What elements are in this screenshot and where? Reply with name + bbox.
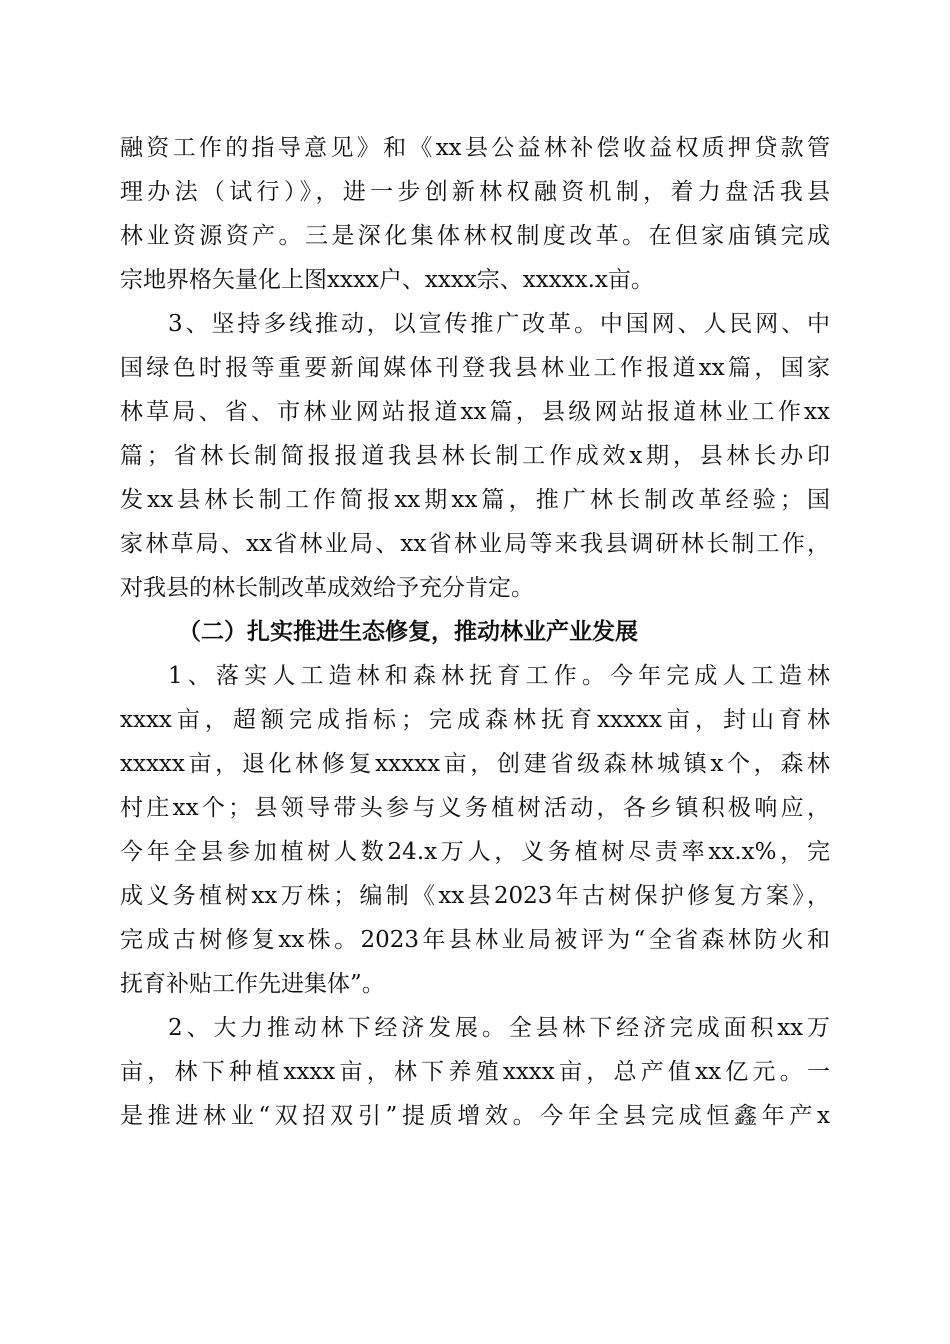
text-line: 融资工作的指导意见》和《xx县公益林补偿收益权质押贷款管 [120, 135, 830, 161]
paragraph-publicity [120, 302, 830, 610]
text-line: 3、坚持多线推动，以宣传推广改革。中国网、人民网、中 [168, 311, 830, 337]
text-line: 对我县的林长制改革成效给予充分肯定。 [120, 575, 534, 601]
text-line: 是推进林业“双招双引”提质增效。今年全县完成恒鑫年产x [120, 1103, 830, 1129]
text-line: 理办法（试行）》，进一步创新林权融资机制，着力盘活我县 [120, 179, 830, 205]
text-line: 今年全县参加植树人数24.x万人，义务植树尽责率xx.x%，完 [120, 839, 830, 865]
text-line: 国绿色时报等重要新闻媒体刊登我县林业工作报道xx篇，国家 [120, 355, 830, 381]
text-line: 村庄xx个；县领导带头参与义务植树活动，各乡镇积极响应， [120, 795, 830, 821]
text-line: 林草局、省、市林业网站报道xx篇，县级网站报道林业工作xx [120, 399, 830, 425]
section-heading-text: （二）扎实推进生态修复，推动林业产业发展 [178, 619, 638, 645]
text-line: 林业资源资产。三是深化集体林权制度改革。在但家庙镇完成 [120, 223, 830, 249]
text-line: 发xx县林长制工作简报xx期xx篇，推广林长制改革经验；国 [120, 487, 830, 513]
paragraph-financing [120, 126, 830, 302]
document-body [120, 126, 830, 1138]
text-line: 亩，林下种植xxxx亩，林下养殖xxxx亩，总产值xx亿元。一 [120, 1059, 830, 1085]
text-line: 家林草局、xx省林业局、xx省林业局等来我县调研林长制工作， [120, 531, 830, 557]
text-line: 完成古树修复xx株。2023年县林业局被评为“全省森林防火和 [120, 927, 830, 953]
text-line: 成义务植树xx万株；编制《xx县2023年古树保护修复方案》， [120, 883, 830, 909]
text-line: 篇；省林长制简报报道我县林长制工作成效x期，县林长办印 [120, 443, 830, 469]
paragraph-afforestation [120, 654, 830, 1006]
text-line: xxxx亩，超额完成指标；完成森林抚育xxxxx亩，封山育林 [120, 707, 830, 733]
text-line: xxxxx亩，退化林修复xxxxx亩，创建省级森林城镇x个，森林 [120, 751, 830, 777]
text-line: 宗地界格矢量化上图xxxx户、xxxx宗、xxxxx.x亩。 [120, 267, 654, 293]
section-heading [120, 610, 830, 654]
text-line: 2、大力推动林下经济发展。全县林下经济完成面积xx万 [168, 1015, 830, 1041]
paragraph-understory-economy [120, 1006, 830, 1138]
text-line: 抚育补贴工作先进集体”。 [120, 971, 385, 997]
text-line: 1、落实人工造林和森林抚育工作。今年完成人工造林 [168, 663, 830, 689]
